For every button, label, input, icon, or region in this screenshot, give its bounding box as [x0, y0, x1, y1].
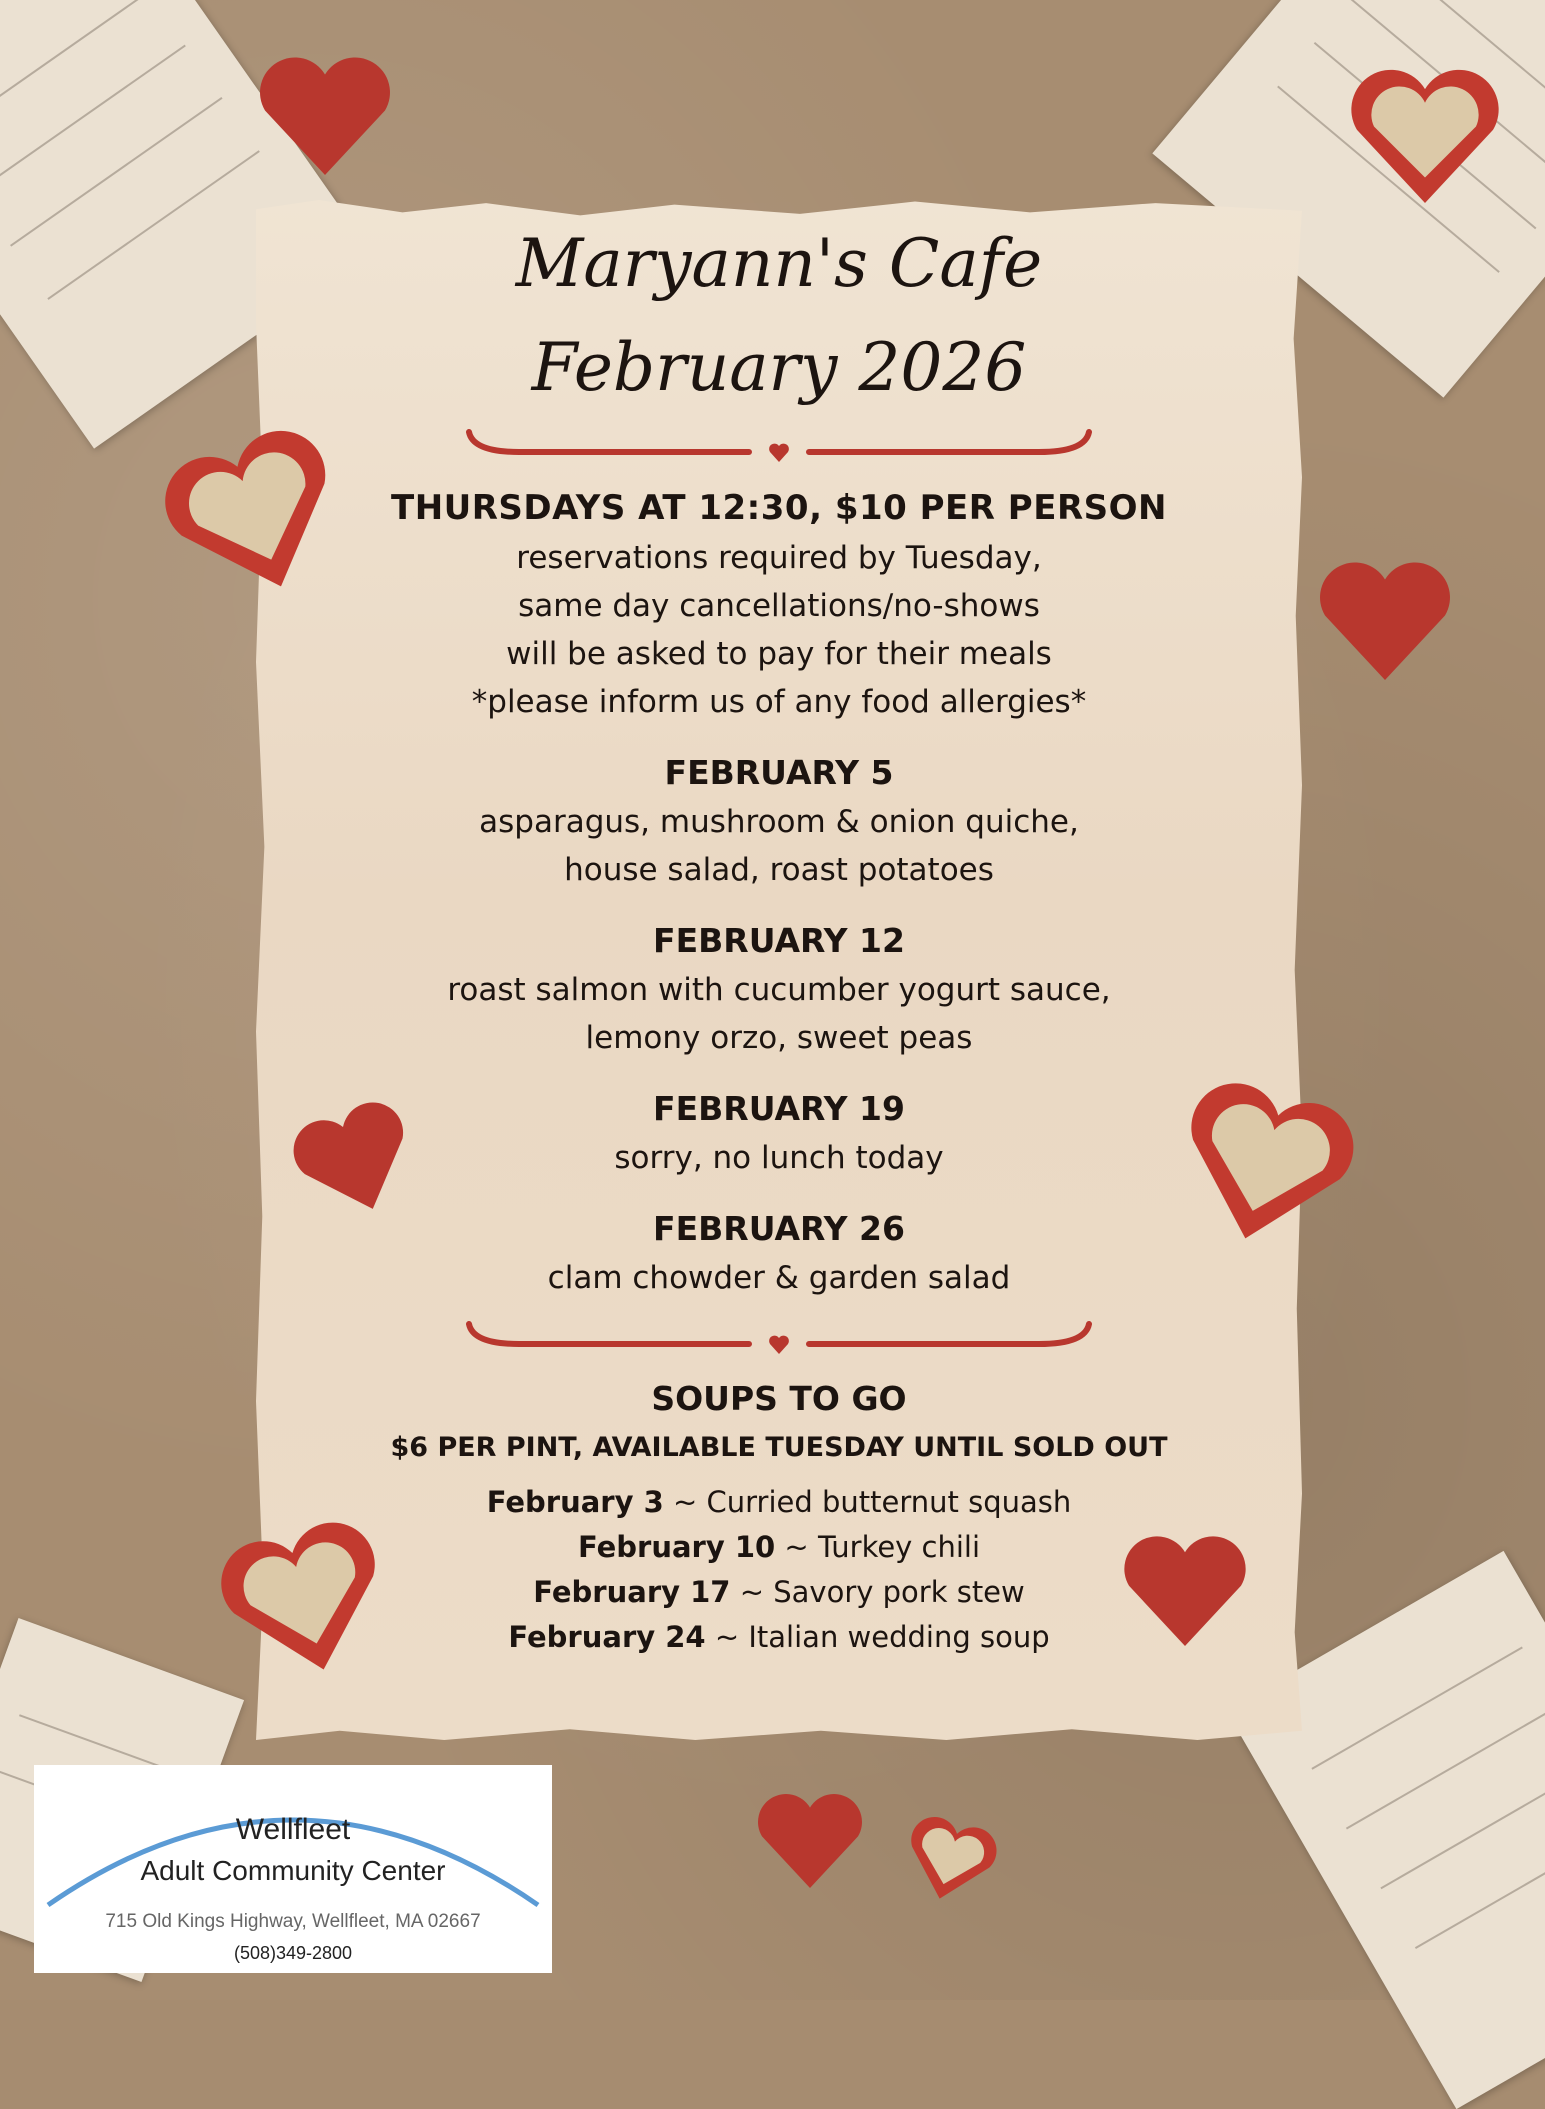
soup-name: Turkey chili [817, 1530, 981, 1564]
intro-line: same day cancellations/no-shows [518, 588, 1040, 624]
heart-icon [1310, 550, 1460, 690]
divider-heart-icon [769, 444, 789, 462]
menu-item-line: roast salmon with cucumber yogurt sauce, [447, 972, 1111, 1008]
soups-subheading: $6 PER PINT, AVAILABLE TUESDAY UNTIL SOLD OUT [390, 1432, 1168, 1463]
soup-name: Curried butternut squash [706, 1485, 1072, 1519]
soup-separator: ~ [705, 1620, 749, 1654]
logo-name-line1: Wellfleet [235, 1813, 351, 1846]
cafe-title: Maryann's Cafe [515, 225, 1043, 302]
menu-content [256, 200, 1302, 1660]
divider-heart-icon [769, 1336, 789, 1354]
soup-separator: ~ [730, 1575, 774, 1609]
menu-date: FEBRUARY 26 [653, 1209, 905, 1248]
logo-phone: (508)349-2800 [233, 1943, 353, 1963]
soup-name: Italian wedding soup [748, 1620, 1050, 1654]
center-logo [34, 1765, 552, 1973]
menu-item-line: sorry, no lunch today [614, 1140, 944, 1176]
soup-item [256, 1480, 1302, 1525]
divider-bottom [459, 1312, 1099, 1362]
menu-item-line: asparagus, mushroom & onion quiche, [479, 804, 1079, 840]
soup-separator: ~ [775, 1530, 818, 1564]
menu-date: FEBRUARY 19 [653, 1089, 905, 1128]
divider-top [459, 420, 1099, 470]
menu-item-line: house salad, roast potatoes [564, 852, 994, 888]
soup-name: Savory pork stew [773, 1575, 1025, 1609]
intro-line: will be asked to pay for their meals [506, 636, 1052, 672]
logo-address: 715 Old Kings Highway, Wellfleet, MA 02667 [105, 1911, 481, 1932]
intro-heading: THURSDAYS AT 12:30, $10 PER PERSON [391, 488, 1167, 528]
heart-icon [250, 45, 400, 185]
soups-heading: SOUPS TO GO [651, 1379, 907, 1418]
soup-separator: ~ [663, 1485, 707, 1519]
menu-date: FEBRUARY 5 [664, 753, 894, 792]
menu-date: FEBRUARY 12 [653, 921, 905, 960]
menu-item-line: lemony orzo, sweet peas [585, 1020, 973, 1056]
menu-item-line: clam chowder & garden salad [547, 1260, 1011, 1296]
soup-date: February 24 [508, 1620, 706, 1654]
heart-icon [750, 1785, 870, 1895]
soup-date: February 10 [577, 1530, 776, 1564]
soup-date: February 3 [486, 1485, 664, 1519]
intro-line: reservations required by Tuesday, [516, 540, 1042, 576]
month-title: February 2026 [531, 329, 1027, 406]
intro-line: *please inform us of any food allergies* [471, 684, 1087, 720]
heart-icon [1340, 50, 1510, 220]
heart-icon [1115, 1525, 1255, 1655]
logo-name-line2: Adult Community Center [140, 1855, 446, 1886]
soup-date: February 17 [533, 1575, 731, 1609]
